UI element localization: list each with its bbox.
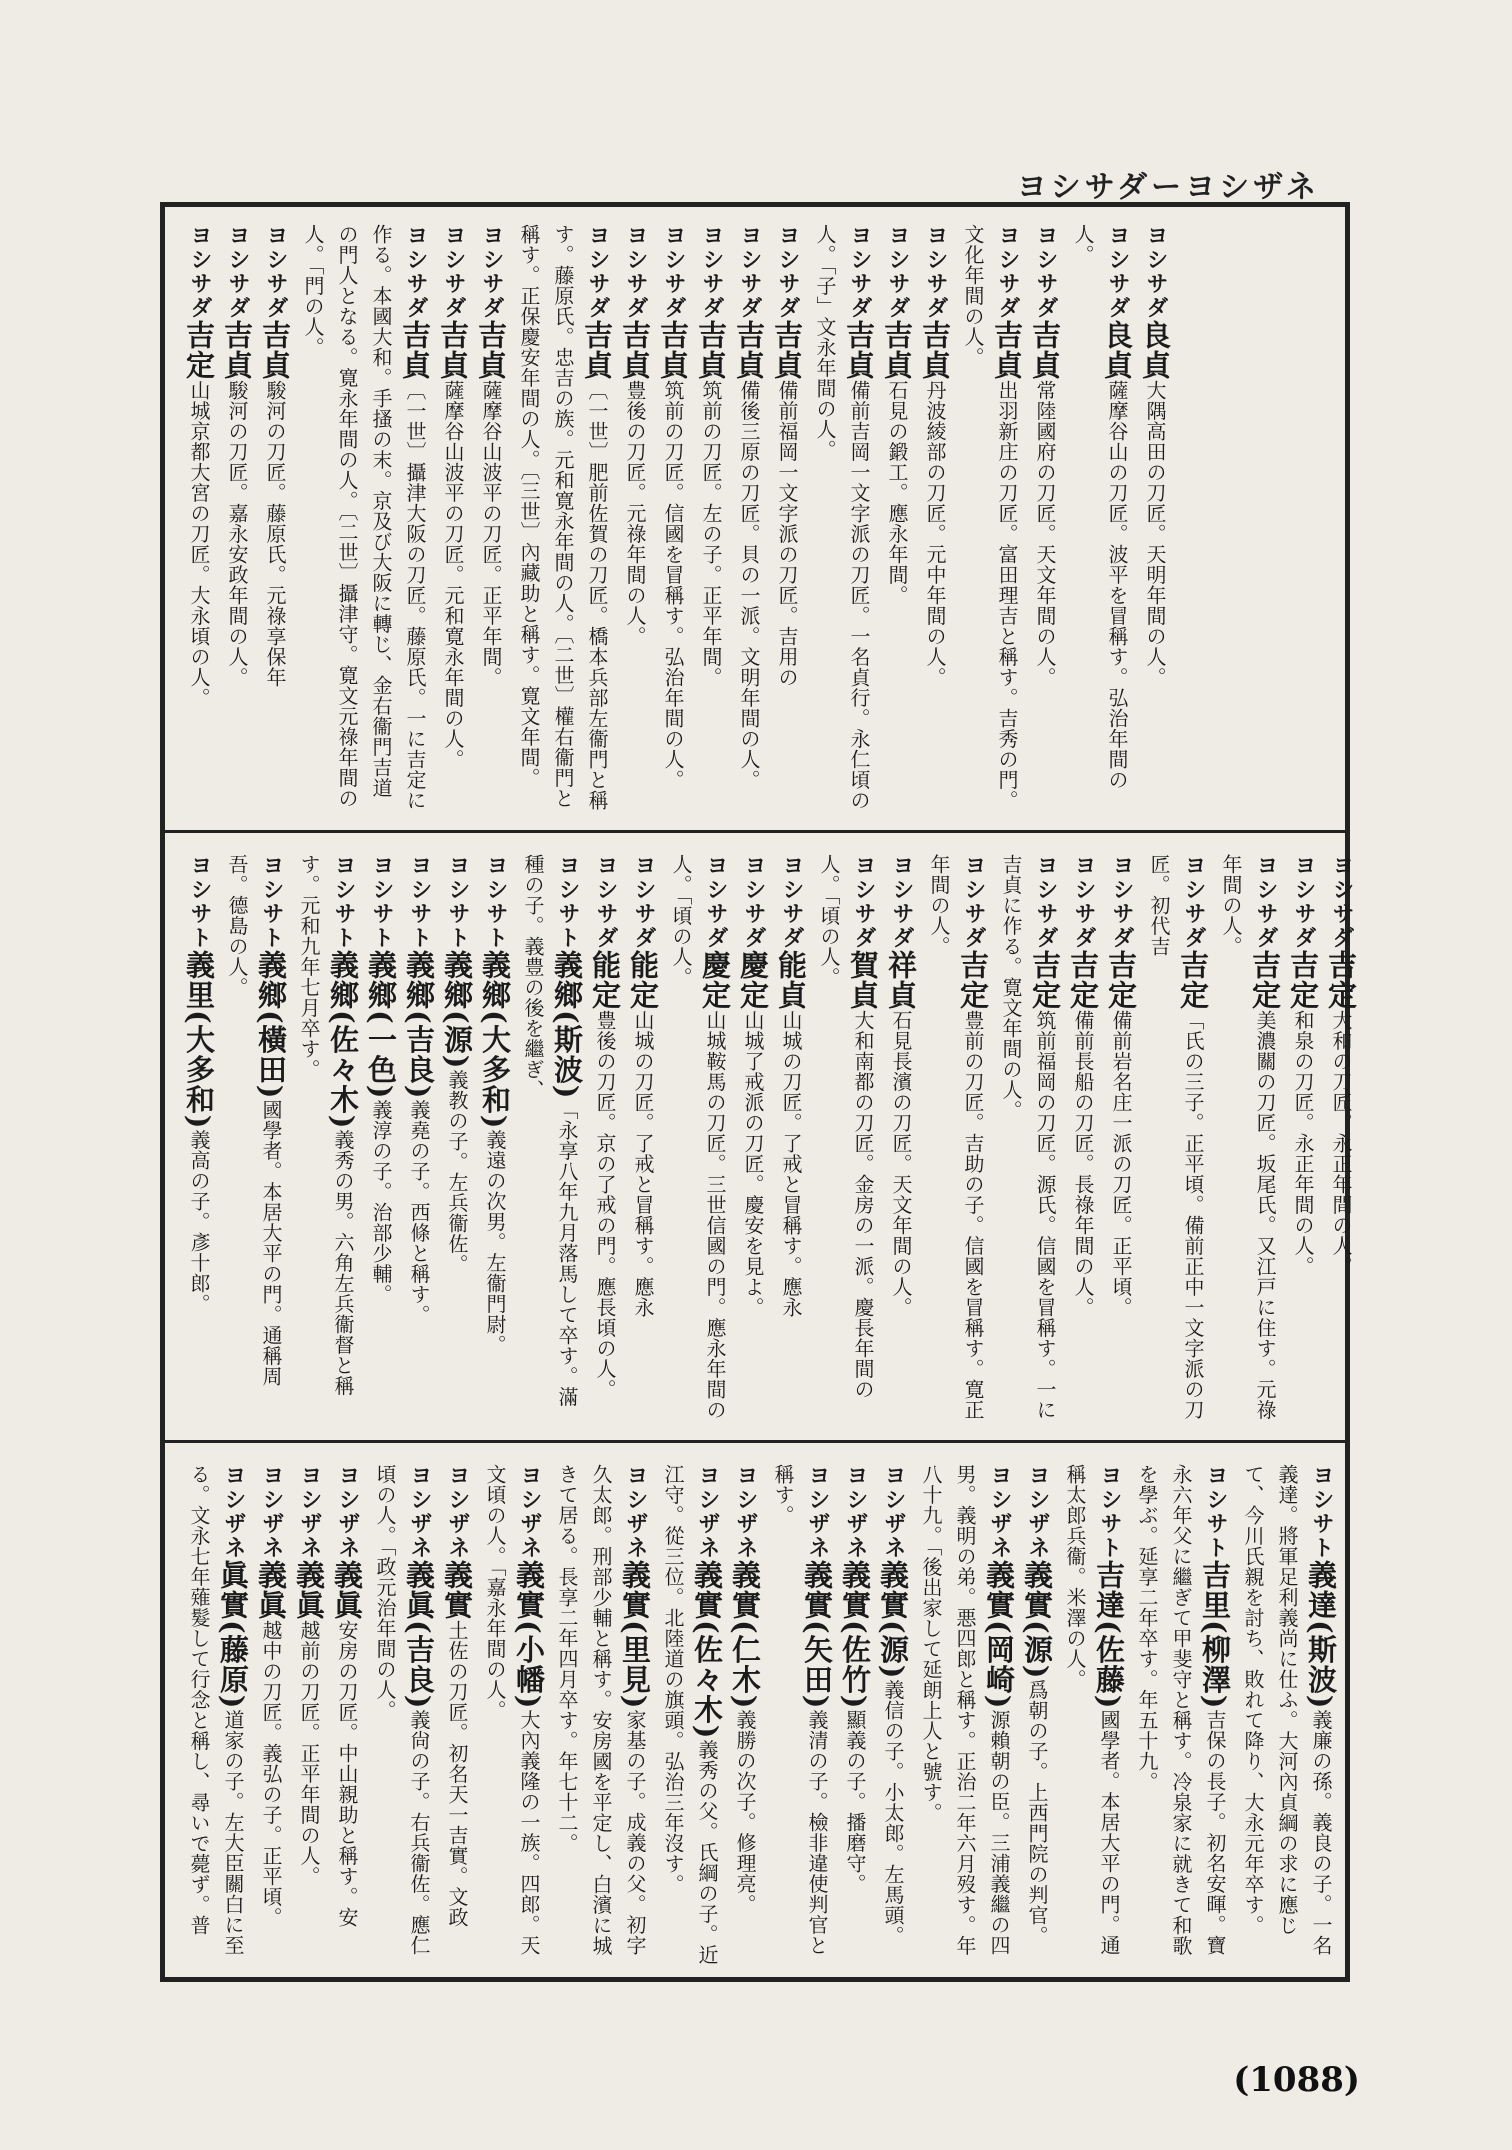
dictionary-entry bbox=[766, 1464, 834, 1966]
entry-reading: ヨシザネ bbox=[1025, 1464, 1050, 1560]
entry-headword: 吉貞 bbox=[618, 320, 652, 380]
entry-headword: 吉定 bbox=[1028, 950, 1062, 1010]
dictionary-band-3 bbox=[160, 1446, 1350, 1978]
entry-headword: 祥貞 bbox=[884, 950, 918, 1010]
entry-headword: 能貞 bbox=[774, 950, 808, 1010]
dictionary-entry bbox=[1324, 854, 1358, 1424]
entry-description: 豊前の刀匠。吉助の子。信國を冒稱す。寛正年間の人。 bbox=[927, 854, 985, 1420]
entry-description: 和泉の刀匠。永正年間の人。 bbox=[1291, 1010, 1315, 1277]
entry-reading: ヨシサダ bbox=[1105, 224, 1130, 320]
dictionary-entry bbox=[182, 1464, 250, 1966]
entry-reading: ヨシサダ bbox=[703, 854, 728, 950]
entry-description: 豊後の刀匠。京の了戒の門。應長頃の人。 bbox=[593, 1010, 617, 1400]
entry-headword: 義實(佐竹) bbox=[838, 1560, 872, 1710]
entry-description: 越中の刀匠。義弘の子。正平頃。 bbox=[259, 1620, 283, 1928]
entry-reading: ヨシサダ bbox=[889, 854, 914, 950]
dictionary-entry bbox=[1286, 854, 1320, 1424]
entry-description: 土佐の刀匠。初名天一吉實。文政 bbox=[445, 1620, 469, 1928]
entry-headword: 吉定 bbox=[1176, 950, 1210, 1010]
entry-description: 爲朝の子。上西門院の判官。 bbox=[1025, 1679, 1049, 1946]
entry-reading: ヨシサダ bbox=[1033, 854, 1058, 950]
entry-reading: ヨシサト bbox=[555, 854, 580, 950]
entry-headword: 吉貞 bbox=[398, 320, 432, 380]
entry-reading: ヨシサト bbox=[187, 854, 212, 950]
running-head: ヨシサダーヨシザネ bbox=[1016, 170, 1320, 205]
entry-description: 山城了戒派の刀匠。慶安を見よ。 bbox=[741, 1010, 765, 1318]
entry-headword: 吉貞 bbox=[880, 320, 914, 380]
entry-headword: 吉定 bbox=[1248, 950, 1282, 1010]
entry-description: 義教の子。左兵衞佐。 bbox=[445, 1069, 469, 1275]
entry-headword: 良貞 bbox=[1100, 320, 1134, 380]
entry-description: 大和の刀匠。永正年間の人。 bbox=[1329, 1010, 1353, 1277]
entry-headword: 吉貞 bbox=[656, 320, 690, 380]
entry-description: 義堯の子。西條と稱す。 bbox=[407, 1099, 431, 1325]
dictionary-entry bbox=[478, 1464, 546, 1966]
entry-headword: 吉貞 bbox=[990, 320, 1024, 380]
entry-reading: ヨシザネ bbox=[407, 1464, 432, 1560]
dictionary-entry bbox=[1058, 1464, 1126, 1966]
entry-description: 備前吉岡一文字派の刀匠。一名貞行。永仁頃の人。「子」文永年間の人。 bbox=[813, 224, 871, 811]
entry-description: 義廉の孫。義良の子。一名義達。將軍足利義尚に仕ふ。大河內貞綱の求に應じて、今川氏親を討ち、敗れて降り、大永元年卒す。 bbox=[1241, 1464, 1333, 1956]
dictionary-entry bbox=[292, 1464, 326, 1966]
entry-description: 越前の刀匠。正平年間の人。 bbox=[297, 1620, 321, 1887]
dictionary-entry bbox=[296, 224, 432, 814]
entry-reading: ヨシザネ bbox=[445, 1464, 470, 1560]
entry-description: 筑前の刀匠。信國を冒稱す。弘治年間の人。 bbox=[661, 380, 685, 790]
entry-reading: ヨシザネ bbox=[805, 1464, 830, 1560]
entry-description: 安房の刀匠。中山親助と稱す。安 bbox=[335, 1620, 359, 1928]
entry-description: 家基の子。成義の父。初字久太郎。刑部少輔と稱す。安房國を平定し、白濱に城きて居る。長享二年四月卒す。年七十二。 bbox=[555, 1464, 647, 1956]
dictionary-entry bbox=[292, 854, 360, 1424]
entry-reading: ヨシザネ bbox=[695, 1464, 720, 1560]
entry-description: 豊後の刀匠。元祿年間の人。 bbox=[623, 380, 647, 647]
entry-description: 筑前の刀匠。左の子。正平年間。 bbox=[699, 380, 723, 688]
entry-reading: ヨシサト bbox=[445, 854, 470, 950]
entry-reading: ヨシザネ bbox=[733, 1464, 758, 1560]
dictionary-entry bbox=[1138, 224, 1172, 814]
entry-headword: 吉貞 bbox=[580, 320, 614, 380]
entry-headword: 吉定 bbox=[1104, 950, 1138, 1010]
entry-headword: 吉里(柳澤) bbox=[1198, 1560, 1232, 1710]
dictionary-entry bbox=[736, 854, 770, 1424]
entry-description: 大內義隆の一族。四郎。天文頃の人。「嘉永年間の人。 bbox=[483, 1464, 541, 1956]
entry-description: 駿河の刀匠。嘉永安政年間の人。 bbox=[225, 380, 249, 688]
entry-reading: ヨシザネ bbox=[623, 1464, 648, 1560]
entry-columns bbox=[182, 1464, 1338, 1966]
entry-reading: ヨシサダ bbox=[1329, 854, 1354, 950]
entry-headword: 吉貞 bbox=[770, 320, 804, 380]
entry-description: 義秀の男。六角左兵衞督と稱す。元和九年七月卒す。 bbox=[297, 854, 355, 1396]
entry-reading: ヨシサダ bbox=[961, 854, 986, 950]
entry-reading: ヨシサダ bbox=[775, 224, 800, 320]
entry-headword: 能定 bbox=[588, 950, 622, 1010]
dictionary-entry bbox=[440, 854, 474, 1424]
entry-headword: 義實(矢田) bbox=[800, 1560, 834, 1710]
entry-description: 石見の鍛工。應永年間。 bbox=[885, 380, 909, 606]
entry-description: 大和南都の刀匠。金房の一派。慶長年間の人。「頃の人。 bbox=[817, 854, 875, 1400]
entry-description: 〔一世〕肥前佐賀の刀匠。橋本兵部左衞門と稱す。藤原氏。忠吉の族。元和寛永年間の人。〔二世〕權右衞門と稱す。正保慶安年間の人。〔三世〕內藏助と稱す。寛文年間。 bbox=[517, 224, 609, 811]
entry-headword: 吉貞 bbox=[1028, 320, 1062, 380]
entry-reading: ヨシサダ bbox=[187, 224, 212, 320]
entry-headword: 義實(小幡) bbox=[512, 1560, 546, 1710]
dictionary-entry bbox=[876, 1464, 910, 1966]
entry-reading: ヨシサダ bbox=[263, 224, 288, 320]
dictionary-entry bbox=[512, 224, 614, 814]
entry-description: 薩摩谷山の刀匠。波平を冒稱す。弘治年間の人。 bbox=[1071, 224, 1129, 790]
entry-description: 義尙の子。右兵衞佐。應仁頃の人。「政元治年間の人。 bbox=[373, 1464, 431, 1956]
dictionary-entry bbox=[914, 1464, 1016, 1966]
entry-columns bbox=[182, 224, 1172, 814]
entry-description: 源賴朝の臣。三浦義繼の四男。義明の弟。悪四郎と稱す。正治二年六月歿す。年八十九。「後出家して延朗上人と號す。 bbox=[919, 1464, 1011, 1956]
entry-headword: 吉達(佐藤) bbox=[1092, 1560, 1126, 1710]
entry-description: 義秀の父。氏綱の子。近江守。從三位。北陸道の旗頭。弘治三年沒す。 bbox=[661, 1464, 719, 1965]
entry-reading: ヨシザネ bbox=[297, 1464, 322, 1560]
entry-reading: ヨシサダ bbox=[699, 224, 724, 320]
entry-headword: 慶定 bbox=[736, 950, 770, 1010]
entry-description: 「氏の三子。正平頃。備前正中一文字派の刀匠。初代吉 bbox=[1147, 854, 1205, 1420]
entry-reading: ヨシサト bbox=[369, 854, 394, 950]
entry-description: 駿河の刀匠。藤原氏。元祿享保年 bbox=[263, 380, 287, 688]
entry-headword: 義實(佐々木) bbox=[690, 1560, 724, 1740]
entry-reading: ヨシサダ bbox=[1253, 854, 1278, 950]
entry-headword: 義實 bbox=[440, 1560, 474, 1620]
entry-headword: 良貞 bbox=[1138, 320, 1172, 380]
entry-reading: ヨシサダ bbox=[779, 854, 804, 950]
entry-reading: ヨシザネ bbox=[881, 1464, 906, 1560]
entry-headword: 義眞 bbox=[254, 1560, 288, 1620]
dictionary-entry bbox=[258, 224, 292, 814]
dictionary-entry bbox=[254, 1464, 288, 1966]
entry-headword: 義鄉(大多和) bbox=[478, 950, 512, 1130]
entry-reading: ヨシサダ bbox=[1033, 224, 1058, 320]
dictionary-entry bbox=[956, 224, 1024, 814]
dictionary-entry bbox=[1020, 1464, 1054, 1966]
entry-description: 石見長濱の刀匠。天文年間の人。 bbox=[889, 1010, 913, 1318]
entry-description: 〔一世〕攝津大阪の刀匠。藤原氏。一に吉定に作る。本國大和。手搔の末。京及び大阪に轉じ、金右衞門吉道の門人となる。寛永年間の人。〔二世〕攝津守。寛文元祿年間の人。「門の人。 bbox=[301, 224, 427, 811]
entry-headword: 義實(源) bbox=[876, 1560, 910, 1680]
entry-reading: ヨシサダ bbox=[851, 854, 876, 950]
entry-headword: 義鄉(橫田) bbox=[254, 950, 288, 1100]
entry-headword: 義鄉(佐々木) bbox=[326, 950, 360, 1130]
entry-reading: ヨシサダ bbox=[593, 854, 618, 950]
band-divider bbox=[165, 1440, 1345, 1443]
entry-reading: ヨシサト bbox=[259, 854, 284, 950]
dictionary-entry bbox=[220, 854, 288, 1424]
entry-headword: 義實(岡崎) bbox=[982, 1560, 1016, 1710]
entry-columns bbox=[182, 854, 1358, 1424]
entry-description: 備前福岡一文字派の刀匠。吉用の bbox=[775, 380, 799, 688]
entry-headword: 吉貞 bbox=[918, 320, 952, 380]
entry-description: 山城京都大宮の刀匠。大永頃の人。 bbox=[187, 380, 211, 708]
entry-description: 道家の子。左大臣關白に至る。文永七年薙髮して行念と稱し、尋いで薨ず。普 bbox=[187, 1464, 245, 1956]
entry-headword: 吉定 bbox=[1324, 950, 1358, 1010]
entry-description: 薩摩谷山波平の刀匠。元和寛永年間の人。 bbox=[441, 380, 465, 770]
entry-reading: ヨシサダ bbox=[741, 854, 766, 950]
dictionary-entry bbox=[220, 224, 254, 814]
dictionary-entry bbox=[838, 1464, 872, 1966]
dictionary-entry bbox=[880, 224, 914, 814]
dictionary-entry bbox=[1066, 224, 1134, 814]
dictionary-entry bbox=[364, 854, 398, 1424]
entry-description: 山城鞍馬の刀匠。三世信國の門。應永年間の人。「頃の人。 bbox=[669, 854, 727, 1420]
entry-reading: ヨシザネ bbox=[987, 1464, 1012, 1560]
entry-reading: ヨシザネ bbox=[221, 1464, 246, 1560]
entry-reading: ヨシサダ bbox=[885, 224, 910, 320]
dictionary-entry bbox=[1142, 854, 1210, 1424]
dictionary-entry bbox=[1214, 854, 1282, 1424]
entry-headword: 義實(里見) bbox=[618, 1560, 652, 1710]
entry-reading: ヨシサダ bbox=[631, 854, 656, 950]
dictionary-entry bbox=[1066, 854, 1100, 1424]
entry-headword: 吉貞 bbox=[258, 320, 292, 380]
entry-description: 義遠の次男。左衞門尉。 bbox=[483, 1129, 507, 1355]
dictionary-entry bbox=[808, 224, 876, 814]
dictionary-entry bbox=[436, 224, 470, 814]
entry-description: 國學者。本居大平の門。通稱周吾。德島の人。 bbox=[225, 854, 283, 1387]
page-number: (1088) bbox=[1233, 2060, 1360, 2100]
dictionary-band-2 bbox=[160, 836, 1358, 1436]
entry-description: 義勝の次子。修理亮。 bbox=[733, 1709, 757, 1915]
entry-headword: 吉貞 bbox=[842, 320, 876, 380]
entry-description: 薩摩谷山波平の刀匠。正平年間。 bbox=[479, 380, 503, 688]
entry-reading: ヨシサダ bbox=[479, 224, 504, 320]
entry-headword: 吉定 bbox=[182, 320, 216, 380]
entry-reading: ヨシサト bbox=[1097, 1464, 1122, 1560]
dictionary-entry bbox=[182, 854, 216, 1424]
entry-headword: 義鄉(一色) bbox=[364, 950, 398, 1100]
entry-headword: 義眞 bbox=[292, 1560, 326, 1620]
entry-reading: ヨシサダ bbox=[623, 224, 648, 320]
dictionary-entry bbox=[626, 854, 660, 1424]
dictionary-entry bbox=[182, 224, 216, 814]
entry-reading: ヨシサダ bbox=[441, 224, 466, 320]
dictionary-entry bbox=[330, 1464, 364, 1966]
entry-headword: 義實(源) bbox=[1020, 1560, 1054, 1680]
dictionary-entry bbox=[922, 854, 990, 1424]
entry-headword: 義眞(吉良) bbox=[402, 1560, 436, 1710]
entry-reading: ヨシサダ bbox=[1291, 854, 1316, 950]
entry-description: 義清の子。檢非違使判官と稱す。 bbox=[771, 1464, 829, 1956]
dictionary-entry bbox=[656, 1464, 724, 1966]
dictionary-entry bbox=[478, 854, 512, 1424]
entry-reading: ヨシサト bbox=[1309, 1464, 1334, 1560]
entry-reading: ヨシサダ bbox=[585, 224, 610, 320]
entry-headword: 義達(斯波) bbox=[1304, 1560, 1338, 1710]
entry-reading: ヨシサト bbox=[407, 854, 432, 950]
dictionary-entry bbox=[550, 1464, 652, 1966]
entry-reading: ヨシサト bbox=[483, 854, 508, 950]
entry-headword: 能定 bbox=[626, 950, 660, 1010]
entry-headword: 眞實(藤原) bbox=[216, 1560, 250, 1710]
entry-reading: ヨシザネ bbox=[335, 1464, 360, 1560]
dictionary-entry bbox=[1130, 1464, 1232, 1966]
entry-description: 山城の刀匠。了戒と冒稱す。應永 bbox=[631, 1010, 655, 1318]
entry-reading: ヨシザネ bbox=[259, 1464, 284, 1560]
entry-headword: 義眞 bbox=[330, 1560, 364, 1620]
entry-description: 義高の子。彥十郎。 bbox=[187, 1129, 211, 1314]
entry-headword: 吉貞 bbox=[436, 320, 470, 380]
dictionary-band-1 bbox=[160, 206, 1350, 826]
entry-description: 丹波綾部の刀匠。元中年間の人。 bbox=[923, 380, 947, 688]
entry-reading: ヨシサダ bbox=[1071, 854, 1096, 950]
entry-description: 義信の子。小太郎。左馬頭。 bbox=[881, 1679, 905, 1946]
entry-headword: 義實(仁木) bbox=[728, 1560, 762, 1710]
entry-reading: ヨシサダ bbox=[737, 224, 762, 320]
entry-headword: 吉定 bbox=[956, 950, 990, 1010]
dictionary-entry bbox=[440, 1464, 474, 1966]
dictionary-entry bbox=[656, 224, 690, 814]
entry-headword: 慶定 bbox=[698, 950, 732, 1010]
entry-description: 大隅高田の刀匠。天明年間の人。 bbox=[1143, 380, 1167, 688]
entry-description: 義淳の子。治部少輔。 bbox=[369, 1099, 393, 1305]
entry-headword: 賀貞 bbox=[846, 950, 880, 1010]
dictionary-entry bbox=[368, 1464, 436, 1966]
entry-description: 顯義の子。播磨守。 bbox=[843, 1709, 867, 1894]
entry-description: 常陸國府の刀匠。天文年間の人。 bbox=[1033, 380, 1057, 688]
entry-description: 備前岩名庄一派の刀匠。正平頃。 bbox=[1109, 1010, 1133, 1318]
dictionary-entry bbox=[918, 224, 952, 814]
entry-reading: ヨシサダ bbox=[225, 224, 250, 320]
dictionary-entry bbox=[1104, 854, 1138, 1424]
entry-description: 美濃關の刀匠。坂尾氏。又江戸に住す。元祿年間の人。 bbox=[1219, 854, 1277, 1420]
entry-description: 筑前福岡の刀匠。源氏。信國を冒稱す。一に吉貞に作る。寛文年間の人。 bbox=[999, 854, 1057, 1420]
entry-headword: 吉貞 bbox=[220, 320, 254, 380]
dictionary-entry bbox=[728, 1464, 762, 1966]
dictionary-entry bbox=[994, 854, 1062, 1424]
dictionary-entry bbox=[588, 854, 622, 1424]
dictionary-entry bbox=[1028, 224, 1062, 814]
entry-headword: 義鄉(源) bbox=[440, 950, 474, 1070]
entry-headword: 義里(大多和) bbox=[182, 950, 216, 1130]
entry-description: 備後三原の刀匠。貝の一派。文明年間の人。 bbox=[737, 380, 761, 790]
entry-headword: 吉貞 bbox=[694, 320, 728, 380]
dictionary-entry bbox=[474, 224, 508, 814]
entry-headword: 吉貞 bbox=[732, 320, 766, 380]
entry-reading: ヨシサダ bbox=[661, 224, 686, 320]
dictionary-entry bbox=[774, 854, 808, 1424]
entry-description: 出羽新庄の刀匠。富田理吉と稱す。吉秀の門。文化年間の人。 bbox=[961, 224, 1019, 811]
entry-description: 吉保の長子。初名安暉。寶永六年父に繼ぎて甲斐守と稱す。冷泉家に就きて和歌を學ぶ。延享二年卒す。年五十九。 bbox=[1135, 1464, 1227, 1956]
entry-headword: 吉定 bbox=[1286, 950, 1320, 1010]
dictionary-entry bbox=[402, 854, 436, 1424]
entry-reading: ヨシサト bbox=[1203, 1464, 1228, 1560]
entry-reading: ヨシサダ bbox=[923, 224, 948, 320]
band-divider bbox=[165, 830, 1345, 833]
dictionary-entry bbox=[1236, 1464, 1338, 1966]
dictionary-entry bbox=[884, 854, 918, 1424]
entry-reading: ヨシサダ bbox=[1143, 224, 1168, 320]
entry-headword: 吉定 bbox=[1066, 950, 1100, 1010]
entry-description: 國學者。本居大平の門。通稱太郎兵衞。米澤の人。 bbox=[1063, 1464, 1121, 1956]
entry-reading: ヨシザネ bbox=[517, 1464, 542, 1560]
entry-reading: ヨシサダ bbox=[1181, 854, 1206, 950]
entry-reading: ヨシサダ bbox=[847, 224, 872, 320]
dictionary-entry bbox=[732, 224, 766, 814]
entry-reading: ヨシサダ bbox=[403, 224, 428, 320]
entry-reading: ヨシザネ bbox=[843, 1464, 868, 1560]
entry-headword: 義鄉(吉良) bbox=[402, 950, 436, 1100]
entry-description: 山城の刀匠。了戒と冒稱す。應永 bbox=[779, 1010, 803, 1318]
dictionary-entry bbox=[694, 224, 728, 814]
entry-headword: 義鄉(斯波) bbox=[550, 950, 584, 1100]
dictionary-entry bbox=[664, 854, 732, 1424]
entry-headword: 吉貞 bbox=[474, 320, 508, 380]
entry-description: 「永享八年九月落馬して卒す。滿種の子。義豊の後を繼ぎ、 bbox=[521, 854, 579, 1407]
dictionary-entry bbox=[770, 224, 804, 814]
entry-reading: ヨシサダ bbox=[995, 224, 1020, 320]
dictionary-entry bbox=[516, 854, 584, 1424]
entry-reading: ヨシサト bbox=[331, 854, 356, 950]
dictionary-entry bbox=[618, 224, 652, 814]
entry-reading: ヨシサダ bbox=[1109, 854, 1134, 950]
dictionary-entry bbox=[812, 854, 880, 1424]
entry-description: 備前長船の刀匠。長祿年間の人。 bbox=[1071, 1010, 1095, 1318]
